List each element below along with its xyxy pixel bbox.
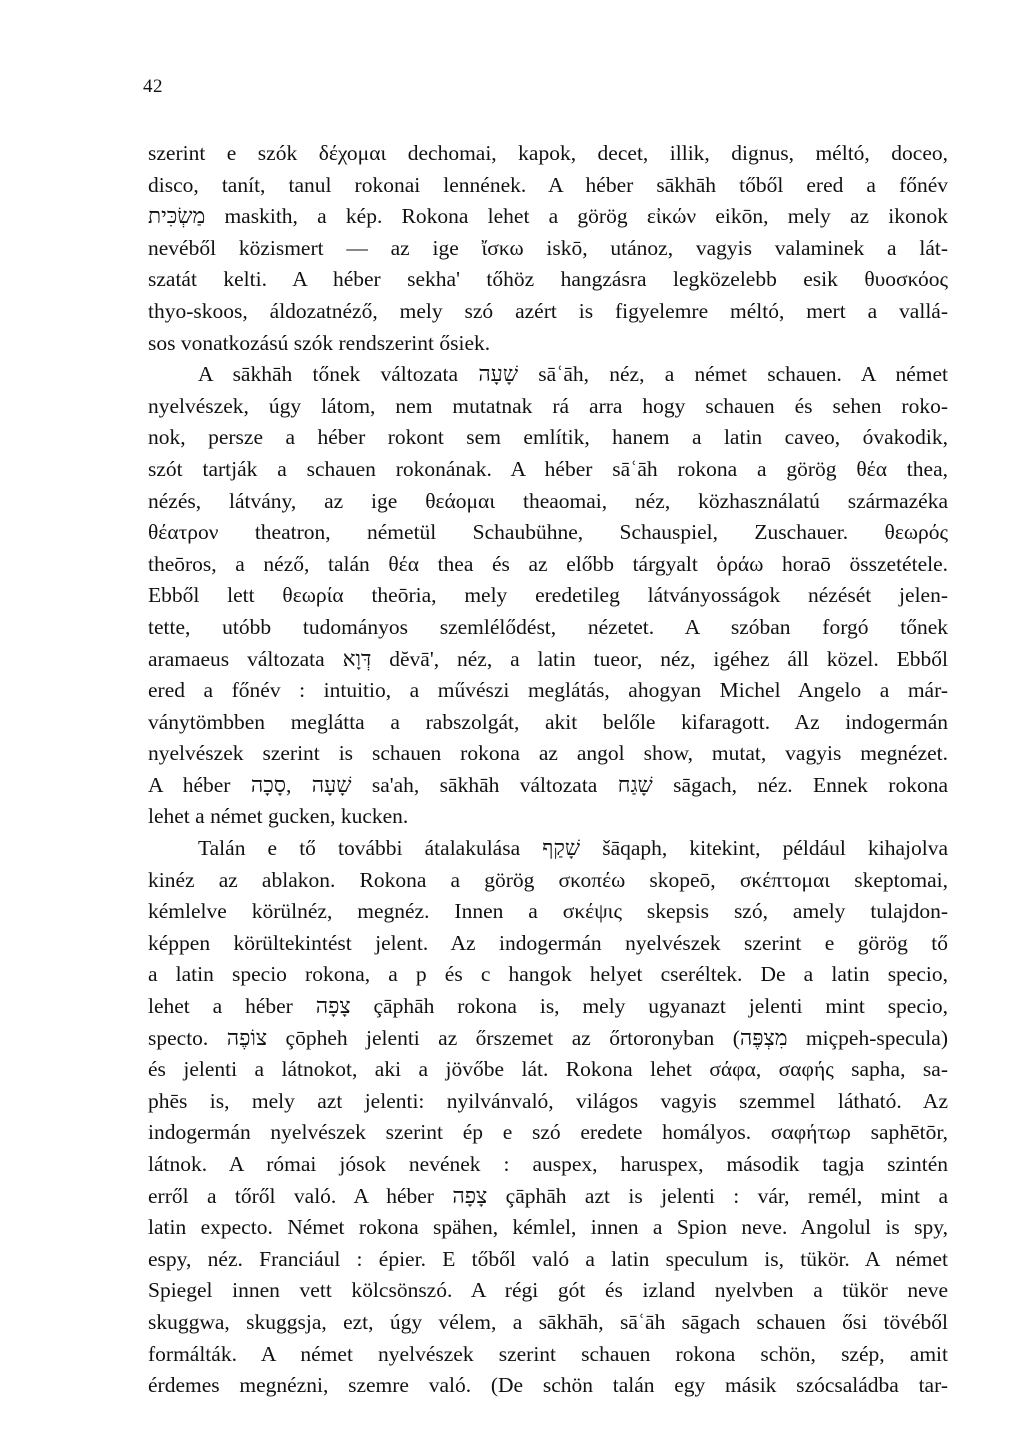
text-line: מַשְׂכִּית maskith, a kép. Rokona lehet a görög εἰκών eikōn, mely az ikonok [148,204,948,229]
text-line: lehet a német gucken, kucken. [148,804,409,829]
text-line: érdemes megnézni, szemre való. (De schön talán egy másik szócsaládba tar- [148,1373,948,1398]
text-line: kinéz az ablakon. Rokona a görög σκοπέω skopeō, σκέπτομαι skeptomai, [148,867,948,892]
text-line: A sākhāh tőnek változata שָׁעָה sāʿāh, néz, a német schauen. A német [198,362,948,387]
text-line: nevéből közismert — az ige ἴσκω iskō, utánoz, vagyis valaminek a lát- [148,235,948,260]
text-line: thyo-skoos, áldozatnéző, mely szó azért is figyelemre méltó, mert a vallá- [148,298,948,323]
text-line: nok, persze a héber rokont sem említik, hanem a latin caveo, óvakodik, [148,425,948,450]
text-line: A héber שָׁעָה ,סָכָה sa'ah, sākhāh változata שָׁגַח sāgach, néz. Ennek rokona [148,772,948,797]
text-line: szatát kelti. A héber sekha' tőhöz hangzásra legközelebb esik θυοσκόος [148,267,948,292]
page-number: 42 [143,76,163,97]
text-line: szót tartják a schauen rokonának. A héber sāʿāh rokona a görög θέα thea, [148,456,948,481]
text-line: szerint e szók δέχομαι dechomai, kapok, decet, illik, dignus, méltó, doceo, [148,141,948,165]
text-line: θέατρον theatron, németül Schaubühne, Schauspiel, Zuschauer. θεωρός [148,520,948,545]
text-line: nyelvészek, úgy látom, nem mutatnak rá arra hogy schauen és sehen roko- [148,393,948,418]
text-line: espy, néz. Franciául : épier. E tőből való a latin speculum is, tükör. A német [148,1246,948,1271]
text-line: lehet a héber צָפָה çāphāh rokona is, mely ugyanazt jelenti mint specio, [148,994,948,1019]
text-line: specto. צוֹפֶה çōpheh jelenti az őrszemet az őrtoronyban (מִצְפֶּה miçpeh-specula) [148,1025,948,1050]
text-line: aramaeus változata דְּוָא dĕvā', néz, a latin tueor, néz, igéhez áll közel. Ebből [148,646,948,671]
text-line: tette, utóbb tudományos szemlélődést, nézetet. A szóban forgó tőnek [148,614,948,639]
text-line: phēs is, mely azt jelenti: nyilvánvaló, világos vagyis szemmel látható. Az [148,1088,948,1113]
text-line: képpen körültekintést jelent. Az indogermán nyelvészek szerint e görög tő [148,930,948,955]
text-line: erről a tőről való. A héber צָפָה çāphāh azt is jelenti : vár, remél, mint a [148,1183,948,1208]
text-line: sos vonatkozású szók rendszerint ősiek. [148,330,491,355]
text-line: formálták. A német nyelvészek szerint schauen rokona schön, szép, amit [148,1341,948,1366]
text-line: kémlelve körülnéz, megnéz. Innen a σκέψις skepsis szó, amely tulajdon- [148,899,948,924]
text-line: latin expecto. Német rokona spähen, kémlel, innen a Spion neve. Angolul is spy, [148,1215,948,1240]
text-line: Talán e tő további átalakulása שָׁקַף šāqaph, kitekint, például kihajolva [198,836,948,861]
text-line: theōros, a néző, talán θέα thea és az előbb tárgyalt ὁράω horaō összetétele. [148,551,948,576]
text-line: ered a főnév : intuitio, a művészi meglátás, ahogyan Michel Angelo a már- [148,678,948,703]
text-line: látnok. A római jósok nevének : auspex, haruspex, második tagja szintén [148,1152,948,1176]
text-line: Ebből lett θεωρία theōria, mely eredetileg látványosságok nézését jelen- [148,583,948,608]
text-line: és jelenti a látnokot, aki a jövőbe lát. Rokona lehet σάφα, σαφής sapha, sa- [148,1057,948,1082]
text-line: skuggwa, skuggsja, ezt, úgy vélem, a sākhāh, sāʿāh sāgach schauen ősi tövéből [148,1309,948,1334]
text-line: Spiegel innen vett kölcsönszó. A régi gót és izland nyelvben a tükör neve [148,1278,948,1303]
body-text [148,138,948,1402]
text-line: a latin specio rokona, a p és c hangok helyet cseréltek. De a latin specio, [148,962,948,987]
text-line: nézés, látvány, az ige θεάομαι theaomai, néz, közhasználatú származéka [148,488,948,513]
text-line: ványtömbben meglátta a rabszolgát, akit belőle kifaragott. Az indogermán [148,709,948,734]
text-line: indogermán nyelvészek szerint ép e szó eredete homályos. σαφήτωρ saphētōr, [148,1120,948,1145]
text-line: disco, tanít, tanul rokonai lennének. A héber sākhāh tőből ered a főnév [148,172,948,197]
text-line: nyelvészek szerint is schauen rokona az angol show, mutat, vagyis megnézet. [148,741,948,766]
